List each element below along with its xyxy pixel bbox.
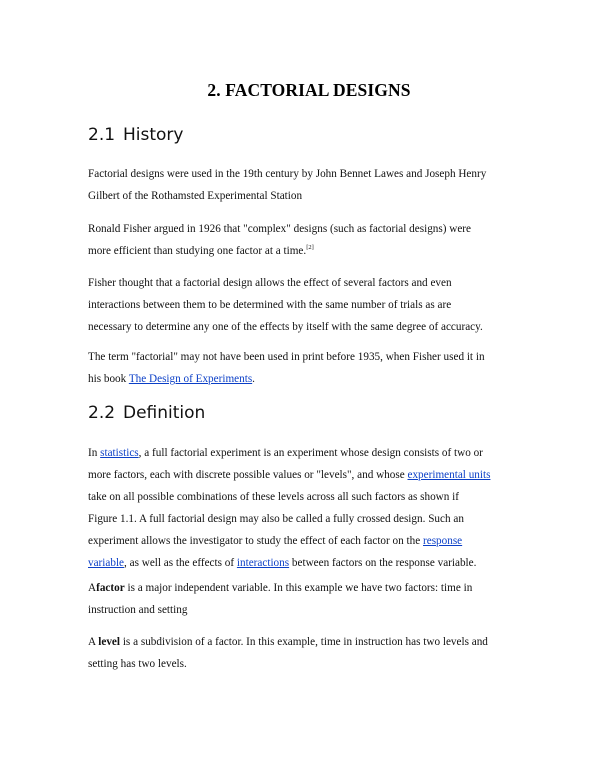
history-paragraph-4 [88, 346, 518, 390]
text-fragment: . [252, 373, 255, 385]
response-variable-link[interactable]: variable [88, 557, 125, 569]
section-number: 2.1 [88, 125, 116, 145]
text-line: Fisher thought that a factorial design allows the effect of several factors and even [88, 277, 452, 289]
section-number: 2.2 [88, 403, 116, 423]
text-line: instruction and setting [88, 604, 188, 616]
experimental-units-link[interactable]: experimental units [407, 469, 491, 481]
text-line: The term "factorial" may not have been used in print before 1935, when Fisher used it in [88, 351, 485, 363]
response-variable-link[interactable]: response [423, 535, 463, 547]
book-link[interactable]: The Design of Experiments [128, 373, 253, 385]
text-line: setting has two levels. [88, 658, 187, 670]
definition-paragraph-1 [88, 442, 518, 574]
document-title: 2. FACTORIAL DESIGNS [207, 80, 411, 100]
text-fragment: A [88, 636, 99, 648]
text-line: more efficient than studying one factor at a time. [88, 245, 307, 257]
text-fragment: experiment allows the investigator to study the effect of each factor on the [88, 535, 423, 547]
text-fragment: is a subdivision of a factor. In this example, time in instruction has two levels and [120, 636, 488, 648]
statistics-link[interactable]: statistics [100, 447, 139, 459]
text-fragment: more factors, each with discrete possible values or "levels", and whose [88, 469, 408, 481]
citation-reference[interactable]: [2] [306, 244, 314, 251]
term-level: level [98, 636, 121, 648]
text-line: Ronald Fisher argued in 1926 that "complex" designs (such as factorial designs) were [88, 223, 471, 235]
text-fragment: his book [88, 373, 129, 385]
text-fragment: is a major independent variable. In this example we have two factors: time in [124, 582, 473, 594]
term-factor: factor [96, 582, 125, 594]
history-paragraph-2 [88, 218, 518, 262]
definition-paragraph-2 [88, 577, 518, 621]
text-line: interactions between them to be determined with the same number of trials as are [88, 299, 452, 311]
definition-paragraph-3 [88, 631, 518, 675]
text-fragment: , as well as the effects of [124, 557, 237, 569]
section-heading-history [88, 125, 183, 145]
text-fragment: between factors on the response variable. [289, 557, 477, 569]
section-heading-definition [88, 403, 205, 423]
text-line: Gilbert of the Rothamsted Experimental Station [88, 190, 303, 202]
history-paragraph-3 [88, 272, 518, 338]
text-fragment: In [88, 447, 101, 459]
text-line: Figure 1.1. A full factorial design may also be called a fully crossed design. Such an [88, 513, 464, 525]
text-fragment: A [88, 582, 97, 594]
section-title: Definition [123, 403, 206, 423]
text-line: Factorial designs were used in the 19th century by John Bennet Lawes and Joseph Henry [88, 168, 487, 180]
section-title: History [123, 125, 184, 145]
text-line: necessary to determine any one of the effects by itself with the same degree of accuracy. [88, 321, 483, 333]
text-fragment: , a full factorial experiment is an experiment whose design consists of two or [138, 447, 483, 459]
history-paragraph-1 [88, 163, 518, 207]
interactions-link[interactable]: interactions [236, 557, 290, 569]
text-line: take on all possible combinations of these levels across all such factors as shown if [88, 491, 459, 503]
